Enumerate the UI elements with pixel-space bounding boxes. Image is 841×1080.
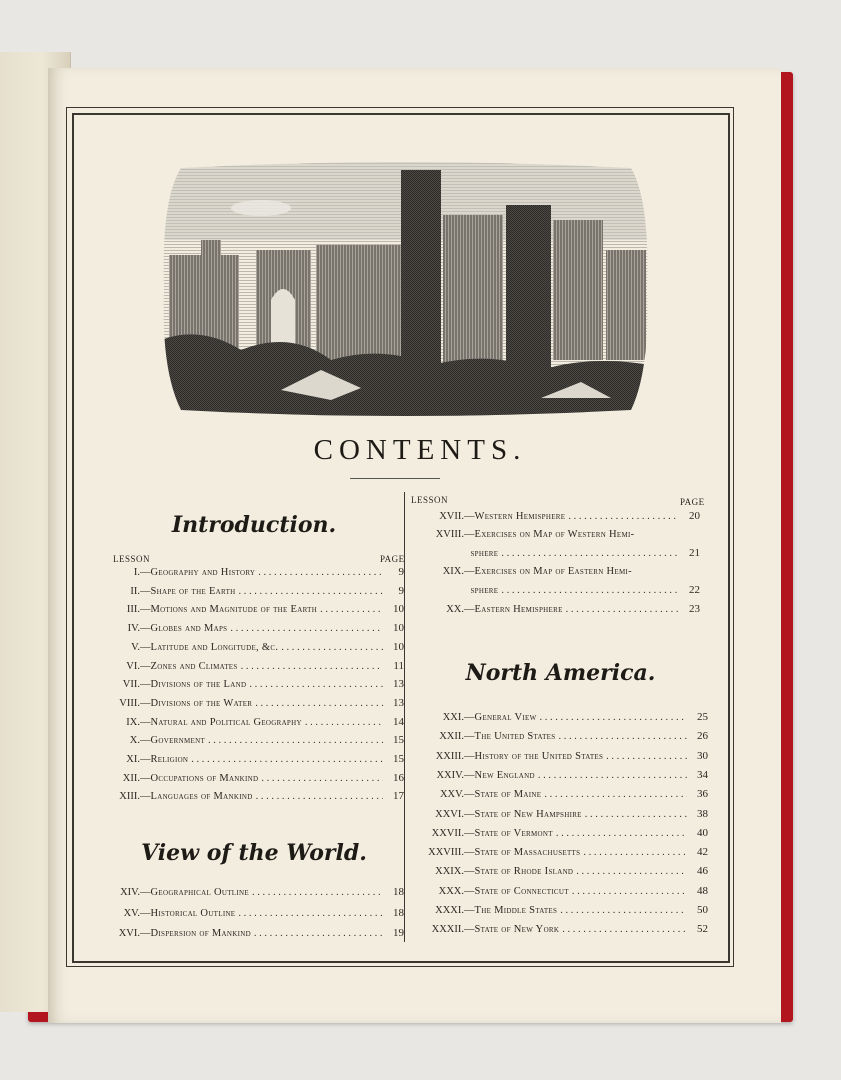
- toc-entry: [100, 660, 404, 672]
- page-label-right: PAGE: [680, 497, 705, 507]
- toc-leader-dots: [281, 642, 383, 653]
- toc-entry-dash: —: [464, 750, 475, 762]
- toc-entry-dash: —: [140, 585, 151, 597]
- toc-entry-number: XII.: [122, 772, 140, 784]
- toc-entry-title: Historical Outline: [150, 907, 236, 919]
- toc-entry-number: XXXI.: [435, 905, 464, 916]
- toc-entry-number: XVIII.: [435, 528, 464, 540]
- toc-entry-page: 25: [697, 711, 708, 723]
- toc-leader-dots: [560, 905, 687, 916]
- toc-leader-dots: [572, 886, 687, 897]
- toc-entry-title: General View: [474, 712, 537, 723]
- toc-leader-dots: [544, 789, 687, 800]
- toc-leader-dots: [583, 847, 687, 858]
- toc-leader-dots: [230, 623, 383, 634]
- toc-entry-title: Natural and Political Geography: [150, 716, 302, 728]
- toc-leader-dots: [258, 567, 383, 578]
- toc-leader-dots: [576, 866, 687, 877]
- toc-entry-number: XVI.: [118, 928, 140, 939]
- toc-entry-dash: —: [464, 905, 475, 916]
- toc-entry-number: IX.: [126, 716, 140, 728]
- toc-entry-dash: —: [140, 772, 151, 784]
- toc-entry: [408, 529, 700, 540]
- toc-entry-page: 10: [393, 640, 404, 653]
- toc-entry-dash: —: [464, 789, 475, 801]
- toc-entry: [408, 885, 708, 897]
- toc-entry-dash: —: [140, 716, 151, 728]
- toc-entry-title: Latitude and Longitude, &c.: [150, 641, 279, 653]
- toc-entry-number: XV.: [123, 907, 140, 919]
- toc-entry-page: 46: [697, 865, 708, 878]
- toc-entry-title: Dispersion of Mankind: [150, 928, 251, 939]
- toc-entry-number: XXV.: [439, 789, 464, 801]
- toc-entry-title: Western Hemisphere: [474, 511, 566, 522]
- toc-entry-dash: —: [140, 604, 151, 616]
- toc-entry: [100, 585, 404, 597]
- toc-entry-title: Geographical Outline: [150, 887, 249, 898]
- toc-entry: [100, 622, 404, 634]
- toc-entry: [100, 697, 404, 709]
- toc-entry-dash: —: [464, 511, 475, 522]
- toc-entry-page: 52: [697, 923, 708, 936]
- toc-entry-number: XXI.: [442, 712, 464, 723]
- toc-entry-number: V.: [131, 641, 140, 653]
- toc-leader-dots: [252, 887, 383, 898]
- toc-leader-dots: [538, 770, 687, 781]
- toc-entry: [408, 750, 708, 762]
- toc-entry: [100, 641, 404, 653]
- toc-entry-number: XXIII.: [435, 750, 464, 762]
- toc-leader-dots: [556, 828, 687, 839]
- toc-entry-title: State of Maine: [474, 789, 542, 801]
- toc-entry: [408, 923, 708, 935]
- toc-leader-dots: [501, 548, 679, 559]
- toc-entry-dash: —: [140, 623, 151, 635]
- toc-leader-dots: [239, 586, 384, 597]
- ruins-engraving: [161, 160, 650, 418]
- toc-entry-number: XXII.: [439, 731, 464, 743]
- toc-leader-dots: [320, 604, 383, 615]
- toc-entry-number: XXXII.: [431, 924, 464, 936]
- section-heading-view-of-the-world: View of the World.: [141, 840, 367, 866]
- toc-entry-page: 9: [398, 566, 404, 578]
- toc-entry-title: Religion: [150, 754, 189, 765]
- toc-entry: [100, 790, 404, 802]
- toc-entry-title: sphere: [470, 585, 499, 596]
- toc-entry-title: Motions and Magnitude of the Earth: [150, 604, 318, 616]
- toc-entry-title: Divisions of the Water: [150, 697, 253, 709]
- toc-leader-dots: [256, 791, 383, 802]
- toc-entry: [408, 904, 708, 916]
- toc-entry-dash: —: [464, 827, 475, 839]
- toc-entry-page: 13: [393, 678, 404, 691]
- toc-leader-dots: [208, 735, 383, 746]
- toc-entry-dash: —: [140, 928, 151, 939]
- toc-entry-title: State of Massachusetts: [474, 847, 581, 859]
- toc-entry: [100, 772, 404, 784]
- toc-entry-title: Government: [150, 735, 206, 747]
- toc-entry-title: Exercises on Map of Eastern Hemi-: [474, 565, 632, 577]
- toc-entry: [100, 907, 404, 919]
- toc-entry: [408, 846, 708, 858]
- toc-leader-dots: [566, 604, 679, 615]
- toc-entry-dash: —: [140, 791, 151, 803]
- toc-entry-page: 18: [393, 886, 404, 898]
- toc-entry: [100, 927, 404, 939]
- toc-entry-page: 19: [393, 927, 404, 939]
- toc-entry-title: Zones and Climates: [150, 660, 238, 672]
- toc-entry-dash: —: [464, 731, 475, 743]
- toc-leader-dots: [249, 679, 383, 690]
- toc-entry-page: 10: [393, 603, 404, 616]
- toc-entry: [100, 678, 404, 690]
- toc-entry-title: Globes and Maps: [150, 623, 228, 635]
- toc-leader-dots: [241, 661, 383, 672]
- toc-entry: [408, 730, 708, 742]
- title-rule: [350, 478, 440, 479]
- toc-entry-page: 38: [697, 807, 708, 820]
- toc-entry-page: 26: [697, 730, 708, 743]
- toc-entry-page: 17: [393, 790, 404, 803]
- toc-entry-title: Exercises on Map of Western Hemi-: [474, 528, 635, 540]
- toc-entry-dash: —: [140, 567, 151, 578]
- toc-entry-dash: —: [464, 603, 475, 615]
- toc-leader-dots: [562, 924, 687, 935]
- toc-entry-number: XIV.: [120, 887, 140, 898]
- toc-entry: [100, 886, 404, 898]
- toc-entry-number: XVII.: [439, 511, 464, 522]
- toc-entry: [408, 603, 700, 615]
- toc-leader-dots: [238, 908, 383, 919]
- toc-entry-page: 48: [697, 884, 708, 897]
- toc-entry-page: 18: [393, 906, 404, 919]
- section-heading-introduction: Introduction.: [171, 512, 337, 538]
- toc-entry-title: Shape of the Earth: [150, 585, 236, 597]
- toc-entry-title: The Middle States: [474, 905, 558, 916]
- toc-entry-title: sphere: [470, 548, 499, 559]
- toc-entry-dash: —: [140, 907, 151, 919]
- toc-entry-dash: —: [140, 660, 151, 672]
- toc-entry: [100, 734, 404, 746]
- toc-entry-title: State of New Hampshire: [474, 808, 582, 820]
- toc-entry-number: XXIV.: [436, 769, 464, 781]
- toc-entry-number: VI.: [126, 660, 140, 672]
- page-title: CONTENTS.: [313, 434, 527, 466]
- toc-entry-page: 16: [393, 771, 404, 784]
- toc-entry-number: III.: [126, 604, 140, 616]
- toc-entry-page: 40: [697, 826, 708, 839]
- section-heading-north-america: North America.: [465, 660, 656, 686]
- toc-entry-number: VII.: [122, 679, 140, 691]
- lesson-label-right: LESSON: [411, 495, 449, 505]
- toc-entry: [408, 510, 700, 522]
- toc-entry-dash: —: [464, 712, 475, 723]
- toc-leader-dots: [254, 928, 383, 939]
- toc-entry-number: X.: [129, 735, 140, 747]
- toc-entry: [100, 566, 404, 578]
- toc-leader-dots: [540, 712, 687, 723]
- toc-leader-dots: [261, 773, 383, 784]
- toc-entry-page: 13: [393, 696, 404, 709]
- toc-leader-dots: [191, 754, 383, 765]
- toc-entry: [100, 603, 404, 615]
- toc-entry-title: Divisions of the Land: [150, 679, 247, 691]
- toc-entry-dash: —: [464, 924, 475, 936]
- toc-entry-number: IV.: [127, 623, 140, 635]
- toc-entry-page: 10: [393, 622, 404, 635]
- toc-entry-dash: —: [140, 697, 151, 709]
- toc-entry-number: XXVII.: [431, 827, 464, 839]
- toc-entry-page: 14: [393, 715, 404, 728]
- toc-entry-page: 15: [393, 753, 404, 765]
- toc-entry-dash: —: [464, 565, 475, 577]
- toc-entry-dash: —: [140, 679, 151, 691]
- toc-entry: [100, 716, 404, 728]
- toc-entry-number: II.: [130, 585, 140, 597]
- toc-entry: [408, 769, 708, 781]
- toc-entry-dash: —: [464, 847, 475, 859]
- toc-entry-dash: —: [464, 866, 475, 878]
- toc-entry: [408, 711, 708, 723]
- toc-entry-dash: —: [464, 528, 475, 540]
- toc-entry: [408, 788, 708, 800]
- toc-entry-page: 20: [689, 510, 700, 522]
- toc-entry: [408, 547, 700, 559]
- toc-entry-page: 23: [689, 602, 700, 615]
- toc-entry-title: History of the United States: [474, 750, 604, 762]
- toc-entry: [408, 584, 700, 596]
- toc-entry-dash: —: [140, 754, 151, 765]
- toc-entry-page: 30: [697, 749, 708, 762]
- toc-leader-dots: [255, 698, 383, 709]
- toc-entry: [408, 808, 708, 820]
- toc-entry-number: XIX.: [442, 565, 464, 577]
- toc-leader-dots: [606, 751, 687, 762]
- toc-entry-page: 34: [697, 768, 708, 781]
- toc-entry-number: VIII.: [119, 697, 140, 709]
- toc-entry-page: 11: [393, 659, 404, 672]
- toc-entry-title: State of New York: [474, 924, 560, 936]
- toc-entry-dash: —: [140, 735, 151, 747]
- toc-leader-dots: [585, 809, 687, 820]
- toc-entry-dash: —: [464, 769, 475, 781]
- toc-entry-page: 21: [689, 547, 700, 559]
- toc-entry-number: I.: [133, 567, 140, 578]
- toc-entry: [408, 865, 708, 877]
- toc-entry: [100, 753, 404, 765]
- toc-entry-title: Occupations of Mankind: [150, 772, 259, 784]
- toc-entry-page: 22: [689, 584, 700, 596]
- toc-entry-dash: —: [140, 887, 151, 898]
- toc-entry-title: New England: [474, 769, 535, 781]
- toc-entry-page: 9: [398, 584, 404, 597]
- toc-leader-dots: [558, 731, 687, 742]
- lesson-label: LESSON: [113, 554, 151, 564]
- toc-entry-dash: —: [140, 641, 151, 653]
- toc-entry-title: Eastern Hemisphere: [474, 603, 563, 615]
- toc-entry-title: Languages of Mankind: [150, 791, 253, 803]
- toc-entry-page: 42: [697, 846, 708, 859]
- toc-entry-number: XI.: [126, 754, 140, 765]
- toc-leader-dots: [501, 585, 679, 596]
- toc-leader-dots: [568, 511, 679, 522]
- toc-entry-page: 15: [393, 734, 404, 747]
- page-label: PAGE: [380, 554, 405, 564]
- toc-entry: [408, 566, 700, 577]
- toc-entry-title: State of Rhode Island: [474, 866, 574, 878]
- toc-entry-number: XXVI.: [435, 808, 464, 820]
- toc-entry-page: 36: [697, 788, 708, 801]
- toc-entry-page: 50: [697, 904, 708, 916]
- toc-entry-number: XX.: [446, 603, 464, 615]
- toc-entry-dash: —: [464, 808, 475, 820]
- toc-entry-number: XXX.: [438, 885, 464, 897]
- toc-entry-title: Geography and History: [150, 567, 256, 578]
- toc-entry-title: State of Vermont: [474, 827, 553, 839]
- toc-entry-dash: —: [464, 885, 475, 897]
- toc-entry-number: XIII.: [119, 791, 140, 803]
- toc-entry-title: The United States: [474, 731, 556, 743]
- toc-entry-number: XXVIII.: [428, 847, 464, 859]
- toc-entry-number: XXIX.: [435, 866, 464, 878]
- toc-entry-title: State of Connecticut: [474, 885, 569, 897]
- toc-leader-dots: [305, 717, 383, 728]
- toc-entry: [408, 827, 708, 839]
